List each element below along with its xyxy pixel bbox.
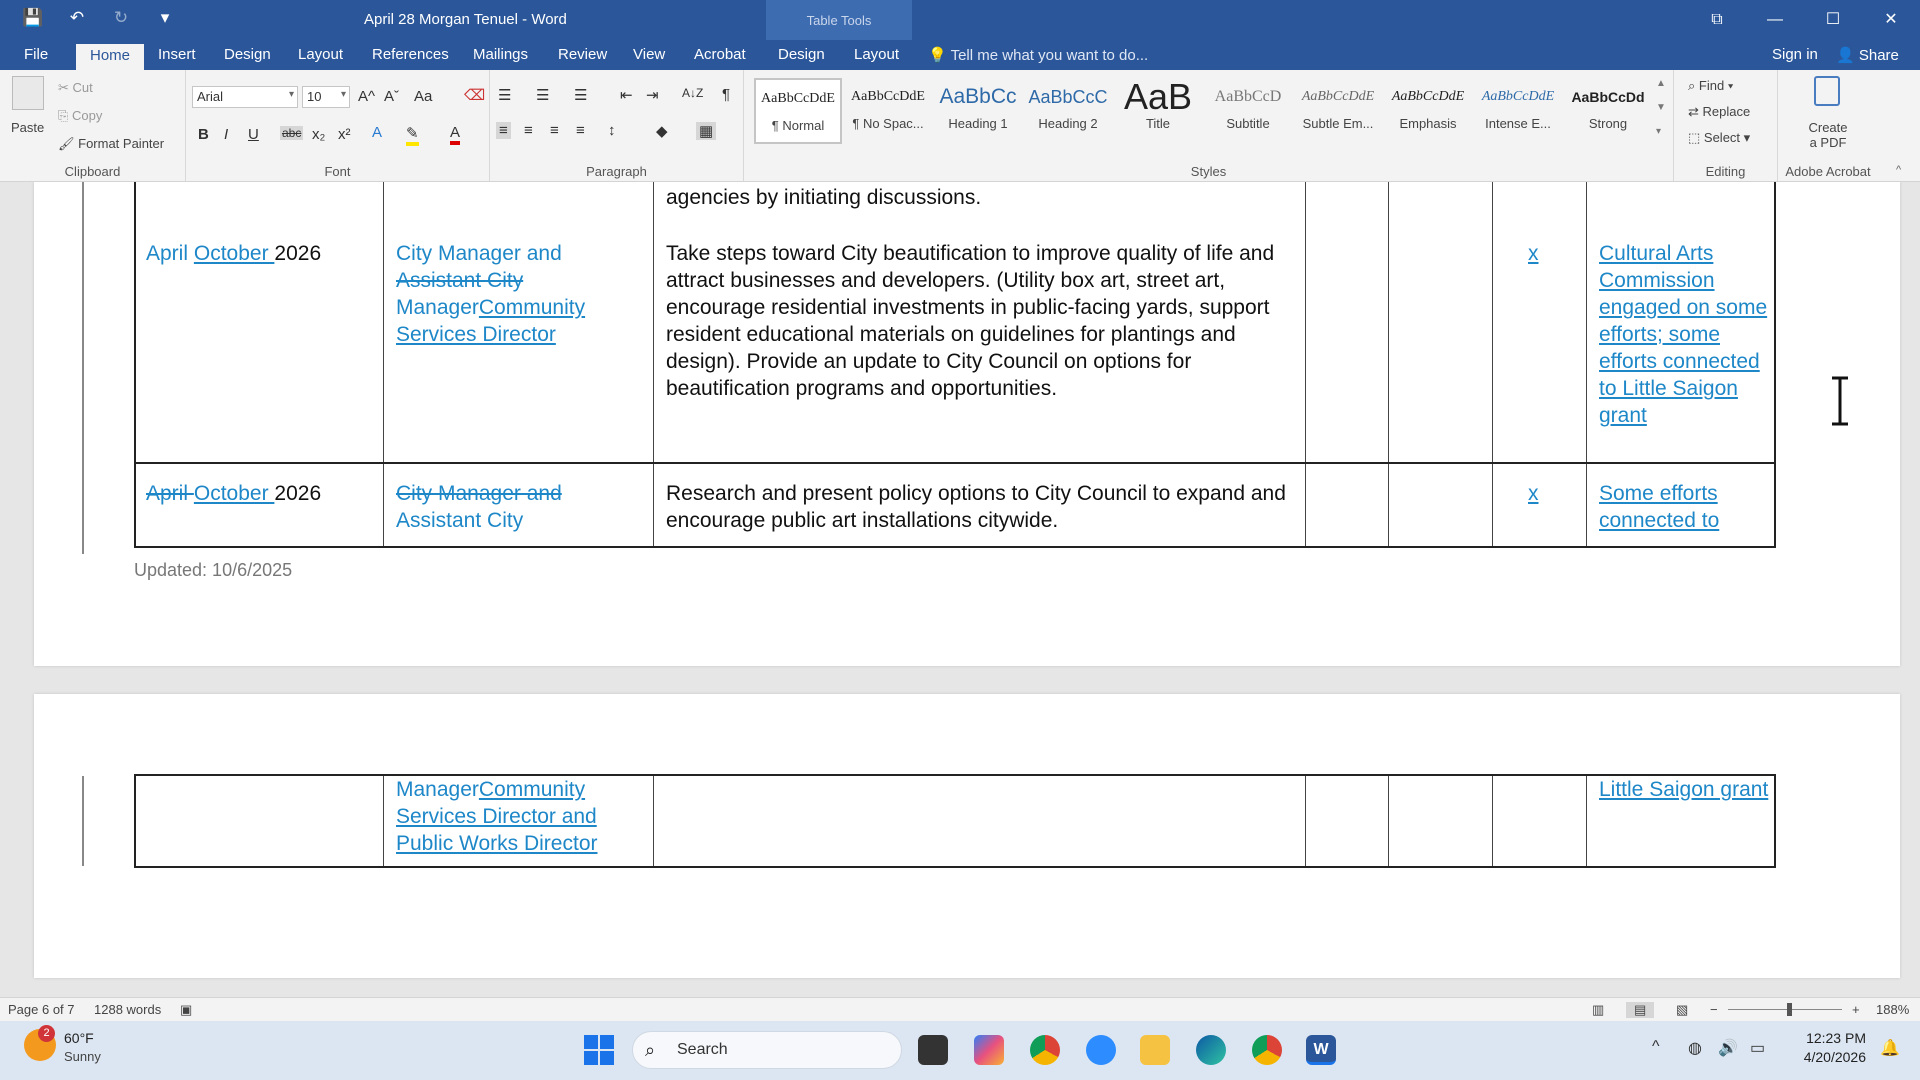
style-normal[interactable] <box>754 78 842 144</box>
bold-button[interactable]: B <box>198 126 209 143</box>
tab-design[interactable]: Design <box>224 46 271 63</box>
styles-label: Styles <box>1190 164 1227 179</box>
font-label: Font <box>324 164 351 179</box>
row2-status[interactable]: Some efforts connected to <box>1599 482 1720 532</box>
col-divider <box>1388 776 1389 866</box>
taskbar-search[interactable] <box>632 1031 902 1069</box>
undo-icon[interactable]: ↶ <box>69 8 85 27</box>
style-heading-2-name: Heading 2 <box>1038 116 1098 131</box>
style-heading-1[interactable] <box>934 78 1022 144</box>
row2-date-inserted: October <box>193 482 275 505</box>
style-title-preview: AaB <box>1123 78 1193 116</box>
style-no-spacing-preview: AaBbCcDdE <box>851 89 925 104</box>
col-divider <box>1492 776 1493 866</box>
font-group <box>186 70 490 182</box>
tab-table-design[interactable]: Design <box>778 46 825 63</box>
change-bar <box>82 776 84 866</box>
pdf-label: a PDF <box>1809 135 1847 150</box>
create-pdf-button[interactable] <box>1798 120 1858 150</box>
style-heading-2[interactable] <box>1024 78 1112 144</box>
style-subtle-emphasis[interactable] <box>1294 78 1382 144</box>
tab-references[interactable]: References <box>372 46 449 63</box>
replace-label: Replace <box>1702 104 1751 119</box>
style-heading-1-preview: AaBbCc <box>939 85 1017 108</box>
sign-in-link[interactable]: Sign in <box>1772 46 1818 63</box>
page-6[interactable] <box>34 182 1900 666</box>
row1-responsible[interactable] <box>396 240 646 348</box>
show-hidden-icons[interactable]: ^ <box>1652 1038 1660 1055</box>
cut-button[interactable]: ✂ Cut <box>58 80 93 95</box>
tab-view[interactable]: View <box>633 46 666 63</box>
action-table-continued[interactable] <box>134 774 1776 868</box>
tab-acrobat[interactable]: Acrobat <box>694 46 746 63</box>
line-spacing-icon[interactable]: ↕ <box>608 122 616 139</box>
col-divider <box>653 182 654 546</box>
row2-mark[interactable]: x <box>1528 482 1539 505</box>
col-divider <box>653 776 654 866</box>
shrink-font-button[interactable]: Aˇ <box>384 88 399 105</box>
zoom-slider-thumb[interactable] <box>1787 1003 1792 1016</box>
title-bar <box>0 0 1920 40</box>
text-effects-icon[interactable]: A <box>372 124 383 141</box>
col-divider <box>1305 182 1306 546</box>
style-subtle-emphasis-name: Subtle Em... <box>1302 116 1374 131</box>
col-divider <box>1586 182 1587 546</box>
clock-date[interactable]: 4/20/2026 <box>1803 1049 1866 1065</box>
volume-icon[interactable]: 🔊 <box>1718 1040 1738 1057</box>
row2-date[interactable] <box>146 480 376 507</box>
multilevel-list-icon[interactable]: ☰ <box>574 87 588 104</box>
zoom-level[interactable]: 188% <box>1876 1002 1910 1017</box>
status-bar <box>0 997 1920 1021</box>
edge-icon[interactable] <box>1196 1035 1226 1065</box>
col-divider <box>383 182 384 546</box>
paste-button[interactable]: Paste <box>11 120 45 135</box>
close-button[interactable]: ✕ <box>1884 11 1898 28</box>
zoom-in-button[interactable]: + <box>1852 1002 1860 1017</box>
taskbar <box>0 1021 1920 1080</box>
copy-label: Copy <box>72 108 103 123</box>
maximize-button[interactable]: ☐ <box>1825 11 1841 28</box>
copilot-icon[interactable] <box>974 1035 1004 1065</box>
select-label: Select <box>1703 130 1741 145</box>
clear-formatting-icon[interactable]: ⌫ <box>464 87 486 104</box>
row2-description[interactable]: Research and present policy options to City Council to expand and encourage public art installations citywide. <box>666 482 1286 532</box>
chrome-icon[interactable] <box>1030 1035 1060 1065</box>
style-subtitle[interactable] <box>1204 78 1292 144</box>
style-heading-1-name: Heading 1 <box>948 116 1008 131</box>
style-subtitle-name: Subtitle <box>1226 116 1270 131</box>
style-strong-preview: AaBbCcDd <box>1571 89 1645 105</box>
select-button[interactable]: ⬚ Select ▾ <box>1688 130 1751 145</box>
tab-mailings[interactable]: Mailings <box>473 46 529 63</box>
editing-label: Editing <box>1705 164 1746 179</box>
ribbon <box>0 70 1920 182</box>
col-divider <box>1388 182 1389 546</box>
style-normal-preview: AaBbCcDdE <box>761 91 835 106</box>
shading-icon[interactable]: ◆ <box>656 123 668 140</box>
font-name-select[interactable]: Arial ▾ <box>192 86 298 108</box>
paragraph-group <box>490 70 744 182</box>
row2-date-year: 2026 <box>274 482 322 505</box>
acrobat-group <box>1778 70 1878 182</box>
tab-table-layout[interactable]: Layout <box>854 46 900 63</box>
style-strong[interactable] <box>1564 78 1652 144</box>
updated-date[interactable]: Updated: 10/6/2025 <box>134 560 293 580</box>
battery-icon[interactable]: ▭ <box>1750 1040 1766 1057</box>
search-icon: ⌕ <box>645 1040 656 1060</box>
style-strong-name: Strong <box>1588 116 1628 131</box>
p2-resp-a: Manager <box>396 778 479 801</box>
zoom-out-button[interactable]: − <box>1710 1002 1718 1017</box>
row2-responsible[interactable] <box>396 480 646 534</box>
style-title-name: Title <box>1145 116 1171 131</box>
row2-resp-b: Assistant City <box>396 509 524 532</box>
font-color-icon[interactable]: A <box>450 124 460 145</box>
style-intense-emphasis[interactable] <box>1474 78 1562 144</box>
format-painter-button[interactable]: 🖌 Format Painter <box>58 136 165 151</box>
borders-icon[interactable]: ▦ <box>696 122 716 140</box>
row1-status[interactable]: Cultural Arts Commission engaged on some efforts; some efforts connected to Little Saigon grant <box>1599 242 1768 427</box>
web-layout-icon[interactable]: ▧ <box>1676 1002 1689 1017</box>
tab-file[interactable]: File <box>24 46 49 63</box>
numbering-icon[interactable]: ☰ <box>536 87 550 104</box>
row2-responsible-cont[interactable] <box>396 776 646 857</box>
chrome-profile-icon[interactable] <box>1252 1035 1282 1065</box>
row2-status-cont[interactable]: Little Saigon grant <box>1599 778 1769 801</box>
style-subtle-emphasis-preview: AaBbCcDdE <box>1301 89 1375 104</box>
window-title: April 28 Morgan Tenuel - Word <box>364 11 567 28</box>
network-icon[interactable]: ◍ <box>1688 1040 1702 1057</box>
tab-insert[interactable]: Insert <box>158 46 196 63</box>
format-painter-label: Format Painter <box>78 136 165 151</box>
print-layout-icon[interactable]: ▤ <box>1626 1002 1654 1018</box>
row1-description[interactable]: Take steps toward City beautification to improve quality of life and attract businesses and developers. (Utility box art, street art, encourage residential investments in public-facing yards, support resident educational materials on guidelines for plantings and design). Provide an update to City Council on options for beautification programs and opportunities. <box>666 242 1275 400</box>
row1-resp-inserted-2: Services Director <box>396 323 556 346</box>
tab-home[interactable]: Home <box>76 44 144 70</box>
tab-layout[interactable]: Layout <box>298 46 344 63</box>
styles-scroll-down-icon[interactable]: ▼ <box>1656 102 1666 113</box>
row1-date-orig: April <box>146 242 194 265</box>
style-subtitle-preview: AaBbCcD <box>1214 88 1282 105</box>
acrobat-label: Adobe Acrobat <box>1785 164 1871 179</box>
p2-resp-inserted-2: Services Director and Public Works Director <box>396 805 598 855</box>
share-button[interactable] <box>1836 46 1899 64</box>
row1-date-year: 2026 <box>274 242 322 265</box>
person-icon: 👤 <box>1836 47 1855 64</box>
save-icon[interactable]: 💾 <box>22 8 44 27</box>
ribbon-tabs <box>0 40 1920 70</box>
style-intense-emphasis-preview: AaBbCcDdE <box>1481 89 1555 104</box>
document-area[interactable] <box>0 182 1920 997</box>
p2-resp-inserted: Community <box>478 778 586 801</box>
sort-button[interactable]: A↓Z <box>682 86 704 100</box>
page-count[interactable]: Page 6 of 7 <box>8 1002 75 1017</box>
show-formatting-button[interactable]: ¶ <box>722 86 731 103</box>
task-view-icon[interactable] <box>918 1035 948 1065</box>
underline-button[interactable]: U <box>248 126 259 143</box>
tell-me-search[interactable] <box>928 46 1148 64</box>
word-count[interactable]: 1288 words <box>94 1002 162 1017</box>
find-button[interactable]: ⌕ Find ▾ <box>1688 78 1734 93</box>
styles-group <box>744 70 1674 182</box>
table-tools-label: Table Tools <box>806 13 872 28</box>
clipboard-label: Clipboard <box>64 164 121 179</box>
style-no-spacing-name: ¶ No Spac... <box>852 116 924 131</box>
style-intense-emphasis-name: Intense E... <box>1485 116 1551 131</box>
clock-time[interactable]: 12:23 PM <box>1806 1030 1866 1046</box>
start-icon[interactable] <box>584 1035 614 1065</box>
tell-me-text: Tell me what you want to do... <box>950 47 1149 64</box>
redo-icon[interactable]: ↻ <box>113 8 129 27</box>
minimize-button[interactable]: — <box>1767 11 1783 28</box>
clipboard-group <box>0 70 186 182</box>
row1-resp-c: Manager <box>396 296 479 319</box>
weather-temp[interactable]: 60°F <box>64 1030 94 1046</box>
styles-scroll-up-icon[interactable]: ▲ <box>1656 78 1666 89</box>
align-right-icon[interactable]: ≡ <box>550 122 559 139</box>
paste-icon[interactable] <box>12 76 44 110</box>
row1-resp-deleted: Assistant City <box>396 269 524 292</box>
page-7[interactable] <box>34 694 1900 978</box>
row2-date-deleted: April <box>146 482 194 505</box>
share-label: Share <box>1858 47 1899 64</box>
create-label: Create <box>1808 120 1848 135</box>
strikethrough-button[interactable]: abc <box>282 126 302 140</box>
align-center-icon[interactable]: ≡ <box>524 122 533 139</box>
paragraph-label: Paragraph <box>586 164 647 179</box>
col-divider <box>1586 776 1587 866</box>
ribbon-display-icon[interactable]: ⧉ <box>1711 11 1723 28</box>
col-divider <box>1492 182 1493 546</box>
collapse-ribbon-icon[interactable]: ^ <box>1896 164 1902 176</box>
row2-resp-deleted: City Manager and <box>396 482 562 505</box>
increase-indent-icon[interactable]: ⇥ <box>646 87 659 104</box>
highlight-icon[interactable]: ✎ <box>406 124 419 146</box>
row0-description[interactable]: agencies by initiating discussions. <box>666 186 982 209</box>
style-no-spacing[interactable] <box>844 78 932 144</box>
tab-review[interactable]: Review <box>558 46 608 63</box>
align-left-icon[interactable]: ≡ <box>496 122 511 139</box>
row1-resp-a: City Manager and <box>396 242 562 265</box>
lightbulb-icon: 💡 <box>928 47 947 64</box>
zoom-app-icon[interactable] <box>1086 1035 1116 1065</box>
change-bar <box>82 182 84 554</box>
decrease-indent-icon[interactable]: ⇤ <box>620 87 633 104</box>
change-case-button[interactable]: Aa <box>414 88 433 105</box>
row1-resp-inserted: Community <box>478 296 586 319</box>
row-divider <box>136 462 1774 464</box>
replace-button[interactable]: ⇄ Replace <box>1688 104 1751 119</box>
customize-qat-icon[interactable]: ▾ <box>160 8 170 27</box>
grow-font-button[interactable]: A^ <box>358 88 376 105</box>
cut-label: Cut <box>72 80 93 95</box>
style-emphasis-name: Emphasis <box>1399 116 1457 131</box>
row1-date-inserted: October <box>193 242 275 265</box>
zoom-slider-track[interactable] <box>1728 1009 1842 1010</box>
window-controls <box>1688 0 1920 40</box>
style-heading-2-preview: AaBbCcC <box>1028 87 1108 107</box>
superscript-button[interactable]: x² <box>338 126 351 143</box>
quick-access-toolbar <box>22 8 176 28</box>
notification-bell-icon[interactable]: 🔔 <box>1880 1040 1900 1057</box>
weather-badge: 2 <box>38 1025 55 1042</box>
file-explorer-icon[interactable] <box>1140 1035 1170 1065</box>
weather-condition[interactable]: Sunny <box>64 1049 101 1064</box>
copy-button[interactable]: ⎘ Copy <box>58 108 103 123</box>
style-normal-name: ¶ Normal <box>771 118 825 133</box>
subscript-button[interactable]: x₂ <box>312 126 326 143</box>
style-emphasis-preview: AaBbCcDdE <box>1391 89 1465 104</box>
editing-group <box>1674 70 1778 182</box>
style-emphasis[interactable] <box>1384 78 1472 144</box>
row1-date[interactable] <box>146 240 376 267</box>
proofing-icon[interactable]: ▣ <box>180 1002 193 1017</box>
create-pdf-icon[interactable] <box>1814 76 1840 106</box>
word-app-icon[interactable]: W <box>1306 1035 1336 1065</box>
action-table[interactable] <box>134 182 1776 548</box>
search-placeholder: Search <box>677 1041 728 1058</box>
font-size-select[interactable]: 10 ▾ <box>302 86 350 108</box>
justify-icon[interactable]: ≡ <box>576 122 585 139</box>
style-title[interactable] <box>1114 78 1202 144</box>
row1-mark[interactable]: x <box>1528 242 1539 265</box>
bullets-icon[interactable]: ☰ <box>498 87 512 104</box>
read-mode-icon[interactable]: ▥ <box>1592 1002 1605 1017</box>
col-divider <box>383 776 384 866</box>
text-cursor-icon <box>1828 376 1852 426</box>
col-divider <box>1305 776 1306 866</box>
find-label: Find <box>1698 78 1725 93</box>
styles-more-icon[interactable]: ▾ <box>1656 126 1662 137</box>
italic-button[interactable]: I <box>224 126 229 143</box>
